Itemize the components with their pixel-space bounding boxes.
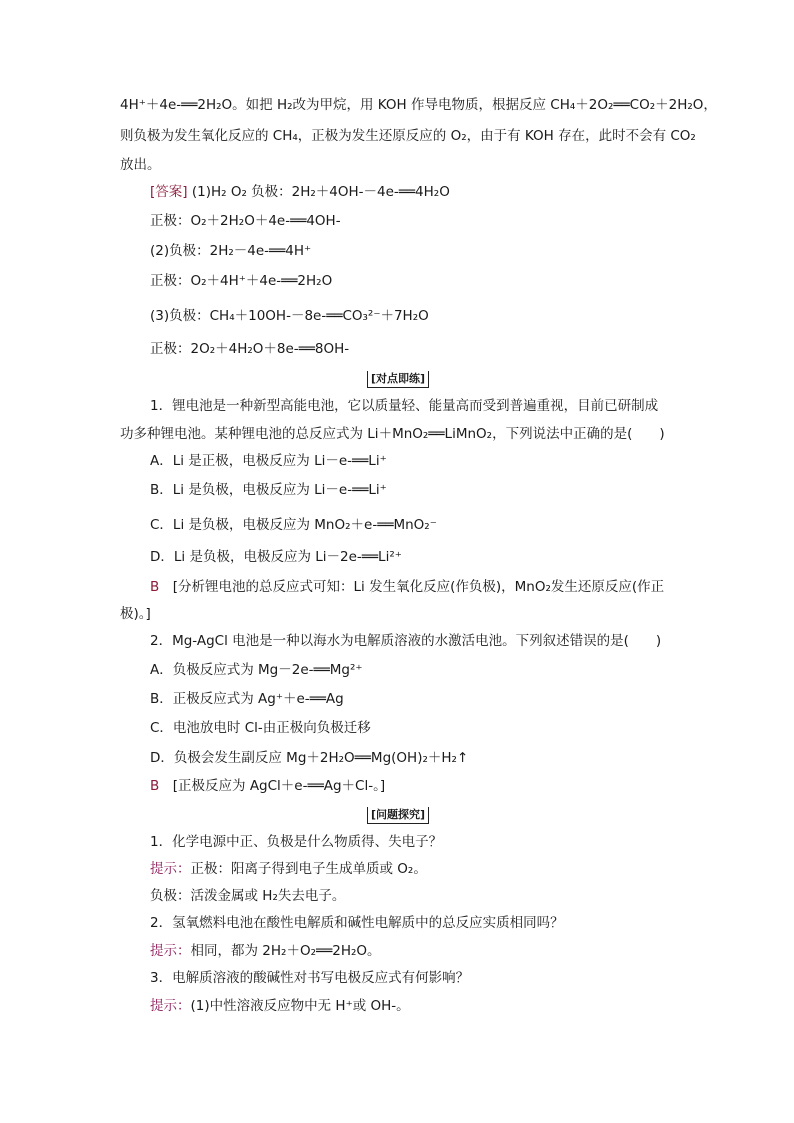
inquiry-2-hint-line-1 [150,942,381,960]
question-2-answer-text: [正极反应为 AgCl＋e-══Ag＋Cl-。] [159,778,386,794]
question-1-answer-line-1 [150,578,664,596]
answer-tag: [答案] [150,184,188,200]
question-1-line-1: 1．锂电池是一种新型高能电池，它以质量轻、能量高而受到普遍重视，目前已研制成 [150,398,659,414]
inquiry-1-question: 1．化学电源中正、负极是什么物质得、失电子？ [150,834,443,850]
continuation-line-3: 放出。 [120,157,161,173]
question-2-option-d: D．负极会发生副反应 Mg＋2H₂O══Mg(OH)₂＋H₂↑ [150,750,469,766]
inquiry-1-hint-line-1 [150,860,427,878]
question-1-option-a: A．Li 是正极，电极反应为 Li－e-══Li⁺ [150,453,387,469]
answer-line-1 [150,183,450,201]
inquiry-2-hint-text: 相同，都为 2H₂＋O₂══2H₂O。 [190,943,381,959]
continuation-line-1: 4H⁺＋4e-══2H₂O。如把 H₂改为甲烷，用 KOH 作导电物质，根据反应 CH₄＋2O₂══CO₂＋2H₂O， [120,97,717,113]
question-2-answer-line-1 [150,777,385,795]
section-label-inquiry: [问题探究] [367,807,429,824]
question-1-answer-line-2: 极)。] [120,606,151,622]
inquiry-2-question: 2．氢氧燃料电池在酸性电解质和碱性电解质中的总反应实质相同吗？ [150,915,564,931]
section-label-practice: [对点即练] [367,371,429,388]
inquiry-1-hint-line-2: 负极：活泼金属或 H₂失去电子。 [150,888,346,904]
inquiry-1-hint-text: 正极：阳离子得到电子生成单质或 O₂。 [190,861,427,877]
question-1-line-2: 功多种锂电池。某种锂电池的总反应式为 Li＋MnO₂══LiMnO₂，下列说法中正确的是( ) [120,426,665,442]
answer-line-3: (2)负极：2H₂－4e-══4H⁺ [150,243,312,259]
question-2-option-b: B．正极反应式为 Ag⁺＋e-══Ag [150,691,344,707]
question-1-answer-text: [分析锂电池的总反应式可知：Li 发生氧化反应(作负极)，MnO₂发生还原反应(作正 [159,579,665,595]
inquiry-3-hint-label: 提示： [150,998,191,1014]
inquiry-2-hint-label: 提示： [150,943,191,959]
inquiry-3-hint-text: (1)中性溶液反应物中无 H⁺或 OH-。 [190,998,410,1014]
question-1-option-d: D．Li 是负极，电极反应为 Li－2e-══Li²⁺ [150,549,402,565]
answer-line-4: 正极：O₂＋4H⁺＋4e-══2H₂O [150,273,333,289]
answer-line-2: 正极：O₂＋2H₂O＋4e-══4OH- [150,213,341,229]
inquiry-3-hint-line-1 [150,997,410,1015]
question-2-answer-letter: B [150,778,160,794]
question-2-line-1: 2．Mg-AgCl 电池是一种以海水为电解质溶液的水激活电池。下列叙述错误的是( ) [150,633,662,649]
question-1-answer-letter: B [150,579,160,595]
inquiry-3-question: 3．电解质溶液的酸碱性对书写电极反应式有何影响？ [150,970,470,986]
question-1-option-b: B．Li 是负极，电极反应为 Li－e-══Li⁺ [150,482,387,498]
answer-line-5: (3)负极：CH₄＋10OH-－8e-══CO₃²⁻＋7H₂O [150,308,429,324]
inquiry-1-hint-label: 提示： [150,861,191,877]
question-2-option-a: A．负极反应式为 Mg－2e-══Mg²⁺ [150,662,363,678]
question-1-option-c: C．Li 是负极，电极反应为 MnO₂＋e-══MnO₂⁻ [150,517,437,533]
continuation-line-2: 则负极为发生氧化反应的 CH₄，正极为发生还原反应的 O₂，由于有 KOH 存在，此时不会有 CO₂ [120,128,696,144]
answer-line-6: 正极：2O₂＋4H₂O＋8e-══8OH- [150,341,350,357]
question-2-option-c: C．电池放电时 Cl-由正极向负极迁移 [150,720,371,736]
answer-text-1: (1)H₂ O₂ 负极：2H₂＋4OH-－4e-══4H₂O [187,184,450,200]
